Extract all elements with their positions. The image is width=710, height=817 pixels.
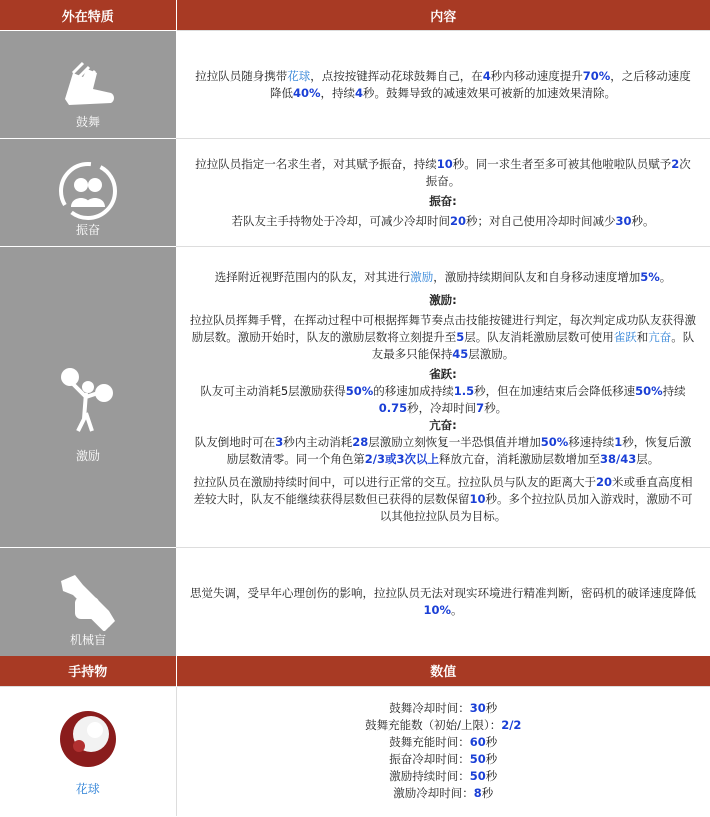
- stat-row: 激励冷却时间：8秒: [393, 786, 494, 801]
- header-handheld: 手持物: [0, 656, 176, 687]
- subheading: 激励:: [429, 293, 457, 307]
- header-values: 数值: [176, 656, 710, 687]
- shoe-icon: [53, 59, 123, 113]
- trait-name: 鼓舞: [75, 115, 100, 129]
- trait-cell: [0, 548, 176, 656]
- link-jili[interactable]: 激励: [410, 270, 434, 284]
- link-huaqiu[interactable]: 花球: [287, 68, 311, 83]
- table-header: [0, 0, 710, 31]
- trait-name: 激励: [75, 448, 100, 463]
- subheading: 振奋:: [429, 193, 457, 208]
- pompom-icon: [55, 706, 121, 772]
- stat-row: 鼓舞冷却时间：30秒: [389, 701, 498, 716]
- trait-description: 选择附近视野范围内的队友，对其进行激励，激励持续期间队友和自身移动速度增加5%。 激励: 拉拉队员挥舞手臂，在挥动过程中可根据挥舞节奏点击技能按键进行判定，每次判定成功队友获得激励层数。激励开始时，队友的激励层数将立刻提升至5层。队友消耗激励层数可使用雀跃和亢奋。队友最多只能保持45层激励。 雀跃: 队友可主动消耗5层激励获得50%的移速加成持续1.5秒，但在加速结束后会降低移速50%持续0.75秒，冷却时间7秒。 亢奋: 队友倒地时可在3秒内主动消耗28层激励立刻恢复一半恐惧值并增加50%移速持续1秒，恢复后激励层数清零。同一个角色第2/3或3次以上释放亢奋，消耗激励层数增加至38/43层。 拉拉队员在激励持续时间中，可以进行正常的交互。拉拉队员与队友的距离大于20米或垂直高度相差较大时，队友不能继续获得层数但已获得的层数保留10秒。多个拉拉队员加入游戏时，激励不可以其他拉拉队员为目标。: [176, 247, 710, 548]
- people-cycle-icon: [53, 159, 123, 221]
- trait-row-jili: [0, 247, 710, 548]
- handheld-stats: [176, 686, 710, 816]
- header-trait: 外在特质: [0, 0, 176, 31]
- trait-description: 拉拉队员随身携带花球，点按按键挥动花球鼓舞自己，在4秒内移动速度提升70%，之后移动速度降低40%，持续4秒。鼓舞导致的减速效果可被新的加速效果清除。: [176, 31, 710, 139]
- subheading: 雀跃:: [429, 367, 457, 381]
- trait-description: 思觉失调，受早年心理创伤的影响，拉拉队员无法对现实环境进行精准判断，密码机的破译速度降低10%。: [176, 548, 710, 656]
- handheld-name-link[interactable]: 花球: [75, 781, 100, 796]
- trait-name: 振奋: [75, 223, 100, 237]
- cheer-icon: [58, 363, 118, 433]
- trait-row-guwu: [0, 31, 710, 139]
- link-queyue[interactable]: 雀跃: [613, 330, 637, 344]
- stat-row: 振奋冷却时间：50秒: [389, 752, 498, 767]
- stat-row: 激励持续时间：50秒: [389, 769, 498, 784]
- trait-cell: [0, 247, 176, 548]
- trait-name: 机械盲: [69, 632, 106, 647]
- stat-row: 鼓舞充能数（初始/上限）：2/2: [365, 718, 522, 733]
- trait-cell: [0, 31, 176, 139]
- link-kangfen[interactable]: 亢奋: [648, 330, 672, 344]
- handheld-row: [0, 686, 710, 816]
- stat-row: 鼓舞充能时间：60秒: [389, 735, 498, 750]
- trait-description: 拉拉队员指定一名求生者，对其赋予振奋，持续10秒。同一求生者至多可被其他啦啦队员赋予2次振奋。 振奋: 若队友主手持物处于冷却，可减少冷却时间20秒；对自己使用冷却时间减少30秒。: [176, 139, 710, 247]
- trait-row-jixiemang: [0, 548, 710, 656]
- trait-cell: [0, 139, 176, 247]
- header-content: 内容: [176, 0, 710, 31]
- trait-row-zhenfen: [0, 139, 710, 247]
- handheld-cell: [0, 686, 176, 816]
- table-header-2: [0, 656, 710, 687]
- fist-wrench-icon: [53, 571, 123, 631]
- subheading: 亢奋:: [429, 418, 457, 432]
